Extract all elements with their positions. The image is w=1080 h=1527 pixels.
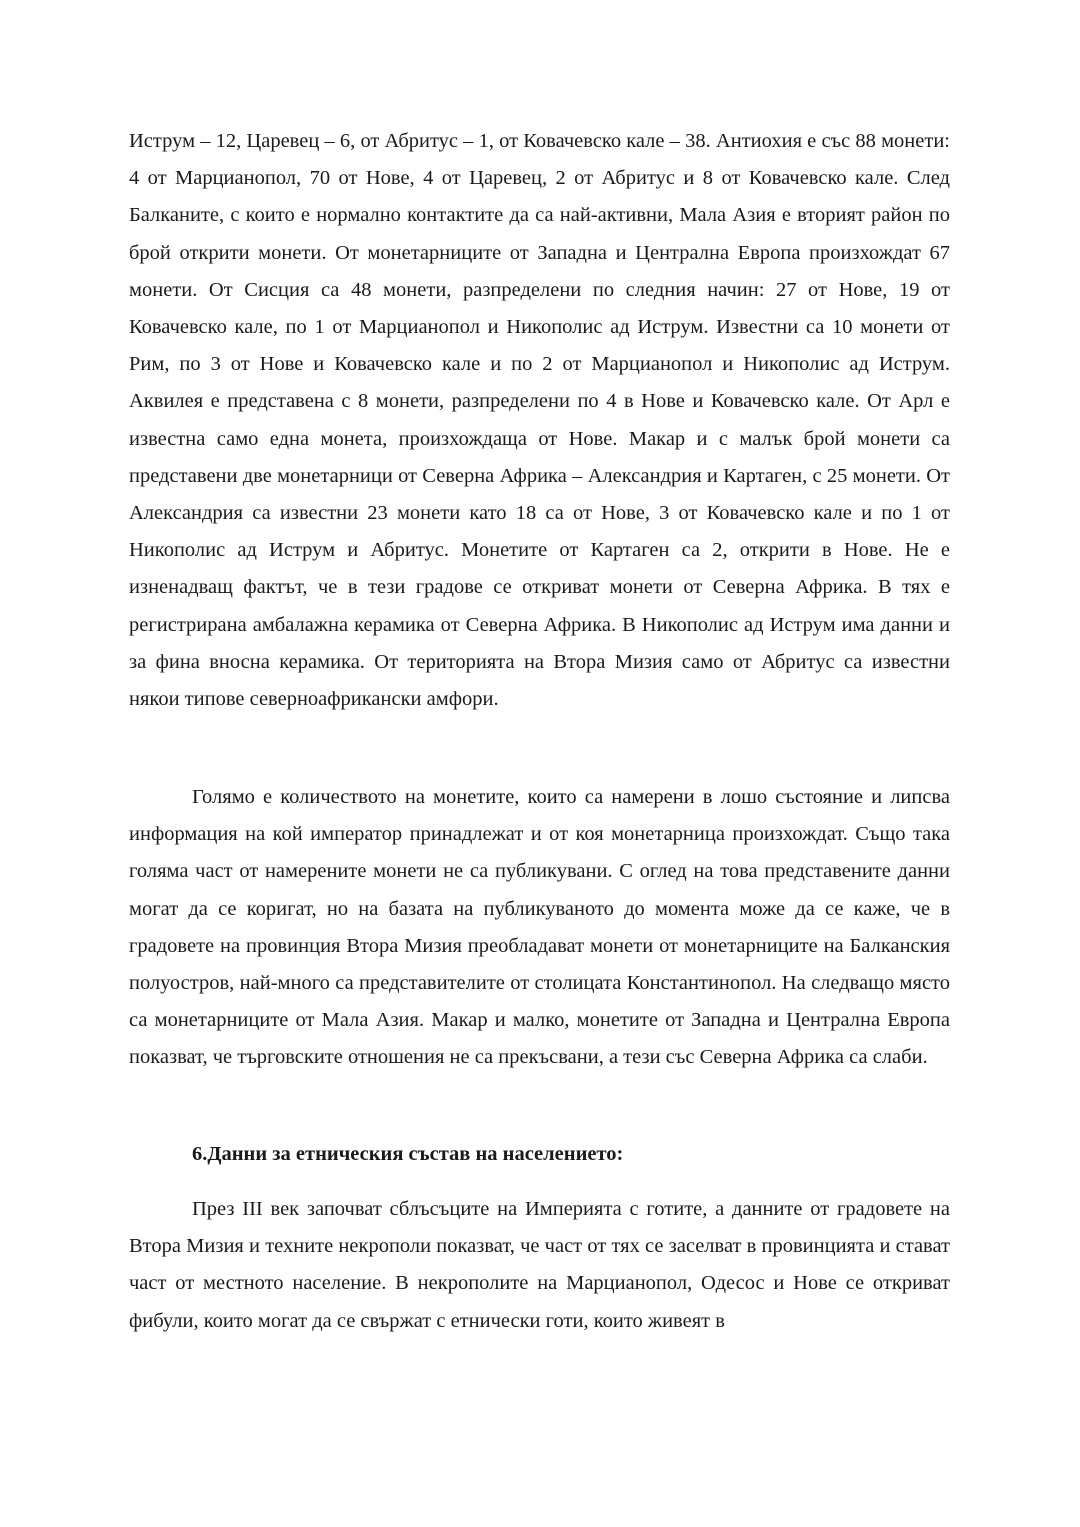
section-heading: 6.Данни за етническия състав на населението: bbox=[192, 1143, 624, 1165]
paragraph-text: Голямо е количеството на монетите, които са намерени в лошо състояние и липсва информация на кой император принадлежат и от коя монетарница произхождат. Също така голяма част от намерените монети не са публикувани. С оглед на това представените данни могат да се коригат, но на базата на публикуваното до момента може да се каже, че в градовете на провинция Втора Мизия преобладават монети от монетарниците на Балканския полуостров, най-много са представителите от столицата Константинопол. На следващо място са монетарниците от Мала Азия. Макар и малко, монетите от Западна и Централна Европа показват, че търговските отношения не са прекъсвани, а тези със Северна Африка са слаби. bbox=[129, 786, 950, 1069]
paragraph-text: През III век започват сблъсъците на Империята с готите, а данните от градовете на Втора Мизия и техните некрополи показват, че част от тях се заселват в провинцията и стават част от местното население. В некрополите на Марцианопол, Одесос и Нове се откриват фибули, които могат да се свържат с етнически готи, които живеят в bbox=[129, 1198, 950, 1332]
paragraph-goths bbox=[129, 1191, 950, 1340]
paragraph-text: Иструм – 12, Царевец – 6, от Абритус – 1, от Ковачевско кале – 38. Антиохия е със 88 монети: 4 от Марцианопол, 70 от Нове, 4 от Царевец, 2 от Абритус и 8 от Ковачевско кале. След Балканите, с които е нормално контактите да са най-активни, Мала Азия е вторият район по брой открити монети. От монетарниците от Западна и Централна Европа произхождат 67 монети. От Сисция са 48 монети, разпределени по следния начин: 27 от Нове, 19 от Ковачевско кале, по 1 от Марцианопол и Никополис ад Иструм. Известни са 10 монети от Рим, по 3 от Нове и Ковачевско кале и по 2 от Марцианопол и Никополис ад Иструм. Аквилея е представена с 8 монети, разпределени по 4 в Нове и Ковачевско кале. От Арл е известна само една монета, произхождаща от Нове. Макар и с малък брой монети са представени две монетарници от Северна Африка – Александрия и Картаген, с 25 монети. От Александрия са известни 23 монети като 18 са от Нове, 3 от Ковачевско кале и по 1 от Никополис ад Иструм и Абритус. Монетите от Картаген са 2, открити в Нове. Не е изненадващ фактът, че в тези градове се откриват монети от Северна Африка. В тях е регистрирана амбалажна керамика от Северна Африка. В Никополис ад Иструм има данни и за фина вносна керамика. От територията на Втора Мизия само от Абритус са известни някои типове северноафрикански амфори. bbox=[129, 130, 950, 711]
paragraph-coin-summary bbox=[129, 779, 950, 1077]
paragraph-coin-mints bbox=[129, 123, 950, 718]
